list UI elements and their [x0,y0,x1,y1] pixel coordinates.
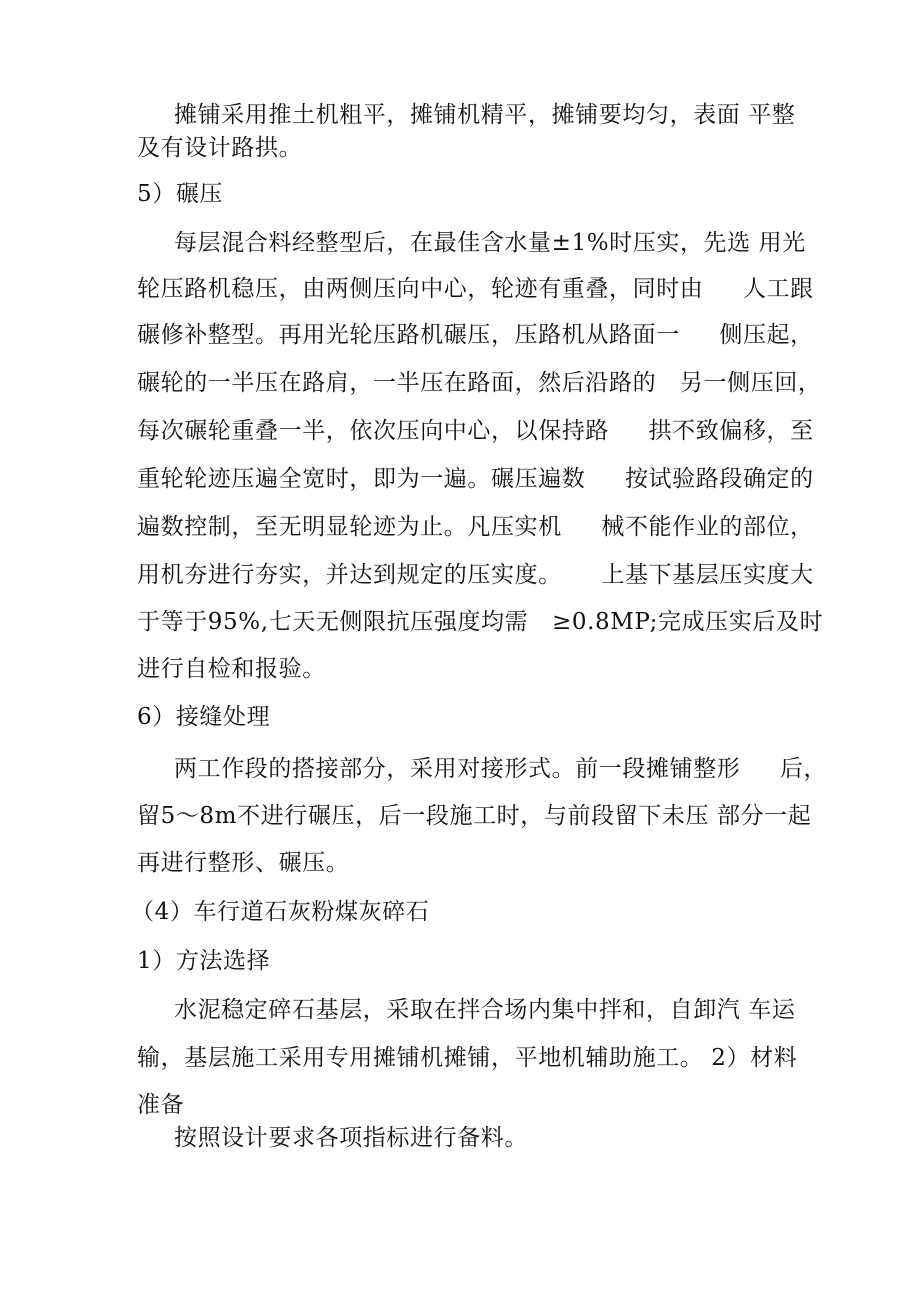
section-heading-4: （4）车行道石灰粉煤灰碎石 [131,899,430,925]
text-line-9: 重轮轮迹压遍全宽时，即为一遍。碾压遍数 按试验路段确定的 [137,466,814,492]
text-line-8: 每次碾轮重叠一半，依次压向中心，以保持路 拱不致偏移，至 [137,418,814,444]
text-line-15: 两工作段的搭接部分，采用对接形式。前一段摊铺整形 后， [174,756,828,782]
text-line-1: 摊铺采用推土机粗平，摊铺机精平，摊铺要均匀，表面 平整 [174,102,796,128]
section-heading-1: 1）方法选择 [137,948,271,974]
text-line-23: 按照设计要求各项指标进行备料。 [174,1125,528,1151]
text-line-10: 遍数控制，至无明显轮迹为止。凡压实机 械不能作业的部位， [137,514,814,540]
text-line-21: 输，基层施工采用专用摊铺机摊铺，平地机辅助施工。 2）材料 [137,1045,798,1071]
text-line-11: 用机夯进行夯实，并达到规定的压实度。 上基下基层压实度大 [137,562,814,588]
text-line-2: 及有设计路拱。 [137,135,303,161]
text-line-17: 再进行整形、碾压。 [137,850,350,876]
section-heading-5: 5）碾压 [137,181,224,207]
text-line-22: 准备 [137,1092,185,1118]
text-line-13: 进行自检和报验。 [137,656,326,682]
section-heading-6: 6）接缝处理 [137,704,271,730]
text-line-16: 留5～8m不进行碾压，后一段施工时，与前段留下未压 部分一起 [137,803,812,829]
text-line-4: 每层混合料经整型后，在最佳含水量±1%时压实，先选 用光 [174,230,806,256]
text-line-12: 于等于95%,七天无侧限抗压强度均需 ≥0.8MP;完成压实后及时 [137,609,824,635]
text-line-6: 碾修补整型。再用光轮压路机碾压，压路机从路面一 侧压起， [137,322,814,348]
text-line-5: 轮压路机稳压，由两侧压向中心，轮迹有重叠，同时由 人工跟 [137,276,814,302]
text-line-20: 水泥稳定碎石基层，采取在拌合场内集中拌和，自卸汽 车运 [174,997,796,1023]
text-line-7: 碾轮的一半压在路肩，一半压在路面，然后沿路的 另一侧压回， [137,370,822,396]
